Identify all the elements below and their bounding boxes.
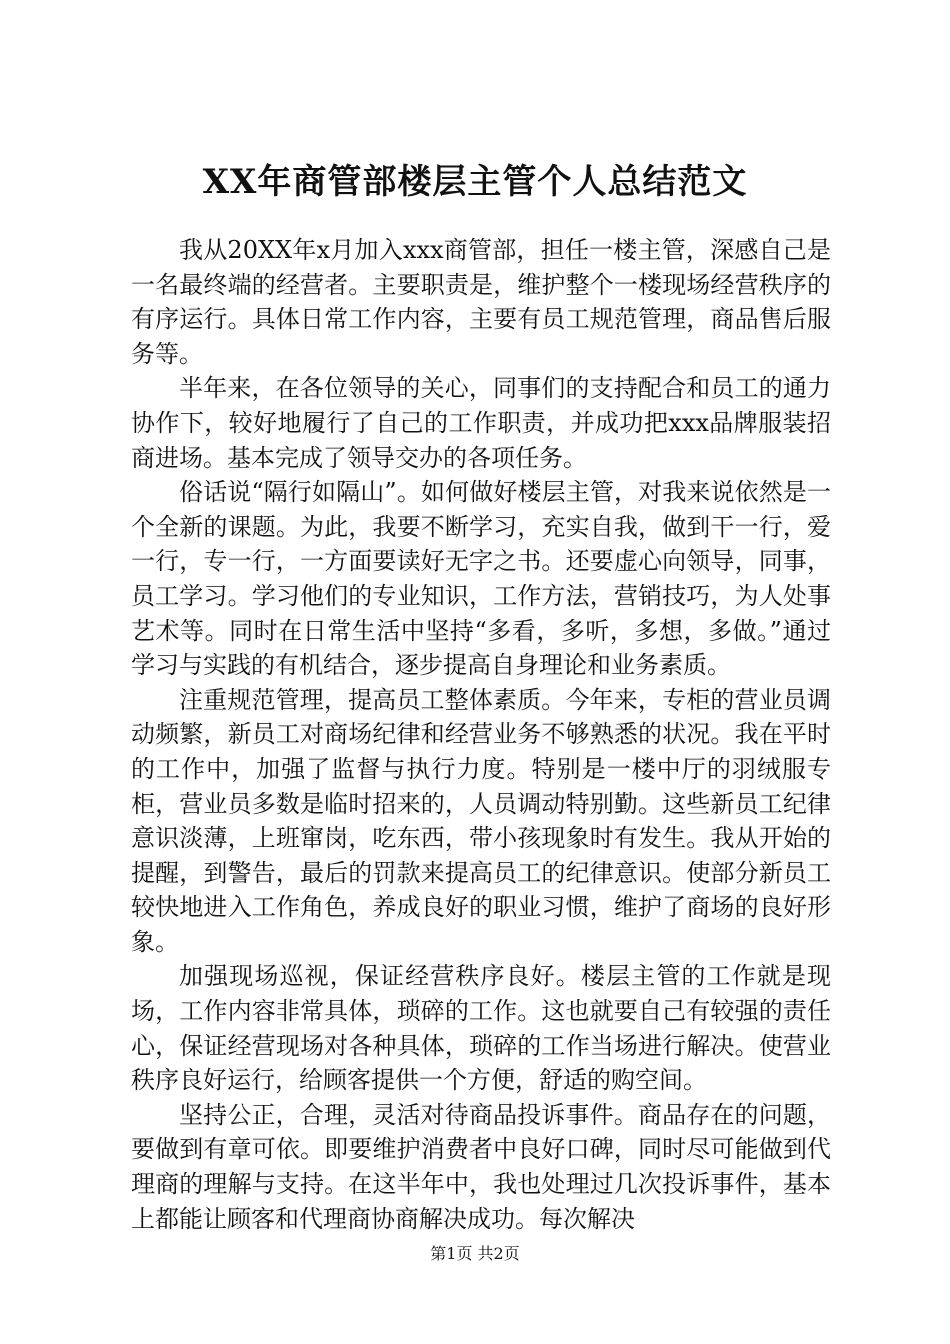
paragraph-2: 半年来，在各位领导的关心，同事们的支持配合和员工的通力协作下，较好地履行了自己的工作职责，并成功把xxx品牌服装招商进场。基本完成了领导交办的各项任务。 [131,374,831,472]
document-body [131,233,831,1236]
paragraph-4: 注重规范管理，提高员工整体素质。今年来，专柜的营业员调动频繁，新员工对商场纪律和经营业务不够熟悉的状况。我在平时的工作中，加强了监督与执行力度。特别是一楼中厅的羽绒服专柜，营业员多数是临时招来的，人员调动特别勤。这些新员工纪律意识淡薄，上班窜岗，吃东西，带小孩现象时有发生。我从开始的提醒，到警告，最后的罚款来提高员工的纪律意识。使部分新员工较快地进入工作角色，养成良好的职业习惯，维护了商场的良好形象。 [131,685,831,956]
document-title: XX年商管部楼层主管个人总结范文 [202,162,748,202]
page-number-footer: 第1页 共2页 [430,1244,520,1263]
paragraph-6: 坚持公正，合理，灵活对待商品投诉事件。商品存在的问题，要做到有章可依。即要维护消费者中良好口碑，同时尽可能做到代理商的理解与支持。在这半年中，我也处理过几次投诉事件，基本上都能让顾客和代理商协商解决成功。每次解决 [131,1100,831,1233]
paragraph-1: 我从20XX年x月加入xxx商管部，担任一楼主管，深感自己是一名最终端的经营者。主要职责是，维护整个一楼现场经营秩序的有序运行。具体日常工作内容，主要有员工规范管理，商品售后服务等。 [131,236,831,368]
paragraph-3: 俗话说“隔行如隔山”。如何做好楼层主管，对我来说依然是一个全新的课题。为此，我要不断学习，充实自我，做到干一行，爱一行，专一行，一方面要读好无字之书。还要虚心向领导，同事，员工学习。学习他们的专业知识，工作方法，营销技巧，为人处事艺术等。同时在日常生活中坚持“多看，多听，多想，多做。”通过学习与实践的有机结合，逐步提高自身理论和业务素质。 [131,478,831,680]
paragraph-5: 加强现场巡视，保证经营秩序良好。楼层主管的工作就是现场，工作内容非常具体，琐碎的工作。这也就要自己有较强的责任心，保证经营现场对各种具体，琐碎的工作当场进行解决。使营业秩序良好运行，给顾客提供一个方便，舒适的购空间。 [131,962,831,1095]
